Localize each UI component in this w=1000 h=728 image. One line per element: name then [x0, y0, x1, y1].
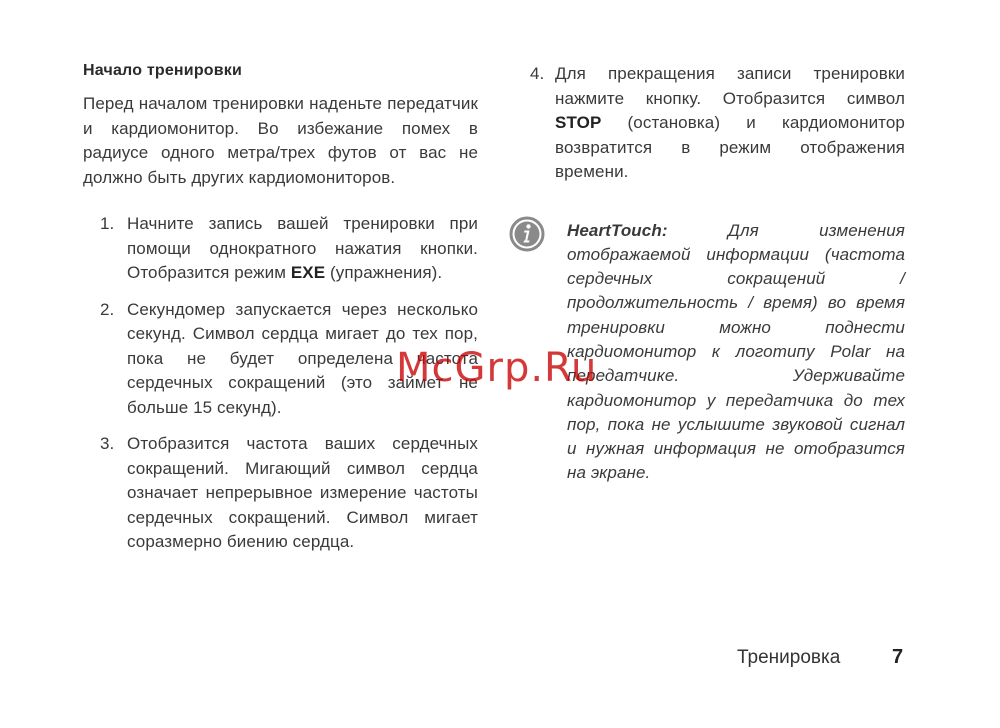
item-text-part: Начните запись вашей тренировки при помощи однократного нажатия кнопки. Отобразится режим [127, 214, 478, 282]
item-text: Секундомер запускается через несколько секунд. Символ сердца мигает до тех пор, пока не будет определена частота сердечных сокращений (это займет не больше 15 секунд). [127, 299, 478, 417]
item-text-part: (остановка) и кардиомонитор возвратится в режим отображения времени. [555, 113, 905, 181]
list-item [83, 298, 478, 421]
note-body: Для изменения отображаемой информации (частота сердечных сокращений / продолжительность / время) во время тренировки можно поднести кардиомонитор к логотипу Polar на передатчике. Удерживайте кардиомонитор у передатчика до тех пор, пока не услышите звуковой сигнал и нужная информация не отобразится на экране. [567, 220, 905, 483]
watermark: McGrp.Ru [396, 345, 598, 391]
steps-list-continued [530, 62, 905, 185]
hearttouch-note [530, 219, 905, 486]
section-heading: Начало тренировки [83, 62, 243, 79]
mode-label: EXE [290, 263, 326, 282]
list-item [83, 212, 478, 286]
item-number: 1. [100, 214, 115, 233]
item-text [127, 212, 478, 286]
item-text [555, 62, 905, 185]
item-number: 2. [100, 299, 115, 319]
info-icon [508, 215, 546, 253]
note-title: HeartTouch: [567, 220, 668, 240]
footer-section-title: Тренировка [737, 647, 841, 668]
stop-label: STOP [555, 113, 602, 132]
list-item [83, 432, 478, 555]
steps-list [83, 212, 478, 555]
item-text-part: Для прекращения записи тренировки нажмите кнопку. Отобразится символ [555, 64, 905, 108]
page-number: 7 [892, 646, 904, 668]
item-number: 3. [100, 434, 115, 453]
list-item [530, 62, 905, 185]
left-column [83, 62, 478, 567]
right-column [530, 62, 905, 486]
item-text-part: (упражнения). [325, 263, 443, 282]
note-text [567, 219, 905, 486]
intro-paragraph: Перед началом тренировки наденьте передатчик и кардиомонитор. Во избежание помех в радиусе одного метра/трех футов от вас не должно быть других кардиомониторов. [83, 94, 478, 187]
item-number: 4. [530, 64, 545, 83]
item-text: Отобразится частота ваших сердечных сокращений. Мигающий символ сердца означает непрерывное измерение частоты сердечных сокращений. Символ мигает соразмерно биению сердца. [127, 434, 478, 551]
